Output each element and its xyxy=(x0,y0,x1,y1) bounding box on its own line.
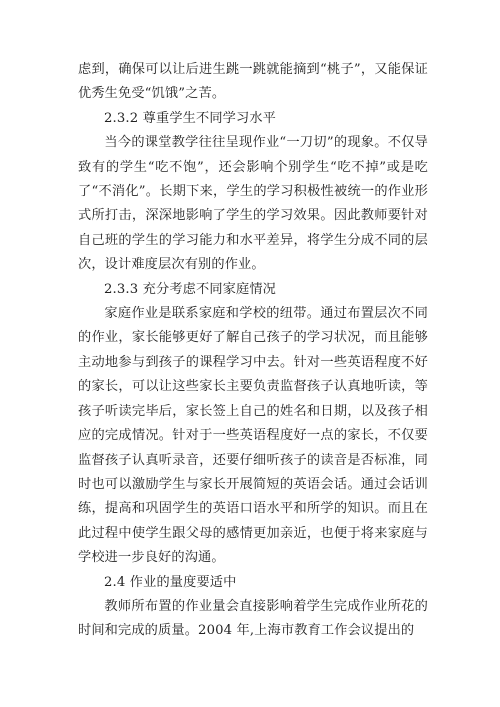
section-paragraph-2-3-2: 当今的课堂教学往往呈现作业“一刀切”的现象。不仅导致有的学生“吃不饱”，还会影响个别学生“吃不掉”或是吃了“不消化”。长期下来，学生的学习积极性被统一的作业形式所打击，深深地影响了学生的学习效果。因此教师要针对自己班的学生的学习能力和水平差异，将学生分成不同的层次，设计难度层次有别的作业。 xyxy=(78,135,428,273)
section-heading-2-3-2: 2.3.2 尊重学生不同学习水平 xyxy=(104,110,277,126)
section-paragraph-2-3-3: 家庭作业是联系家庭和学校的纽带。通过布置层次不同的作业，家长能够更好了解自己孩子的学习状况，而且能够主动地参与到孩子的课程学习中去。针对一些英语程度不好的家长，可以让这些家长主要负责监督孩子认真地听读，等孩子听读完毕后，家长签上自己的姓名和日期，以及孩子相应的完成情况。针对于一些英语程度好一点的家长，不仅要监督孩子认真听录音，还要仔细听孩子的读音是否标准，同时也可以激励学生与家长开展简短的英语会话。通过会话训练，提高和巩固学生的英语口语水平和所学的知识。而且在此过程中使学生跟父母的感情更加亲近，也便于将来家庭与学校进一步良好的沟通。 xyxy=(78,306,428,566)
section-paragraph-2-4: 教师所布置的作业量会直接影响着学生完成作业所花的时间和完成的质量。2004 年,上海市教育工作会议提出的 xyxy=(78,598,428,639)
section-heading-2-3-3: 2.3.3 充分考虑不同家庭情况 xyxy=(104,281,277,297)
section-heading-2-4: 2.4 作业的量度要适中 xyxy=(104,574,237,590)
document-body xyxy=(78,58,428,644)
intro-paragraph: 虑到，确保可以让后进生跳一跳就能摘到“桃子”，又能保证优秀生免受“饥饿”之苦。 xyxy=(78,62,428,102)
